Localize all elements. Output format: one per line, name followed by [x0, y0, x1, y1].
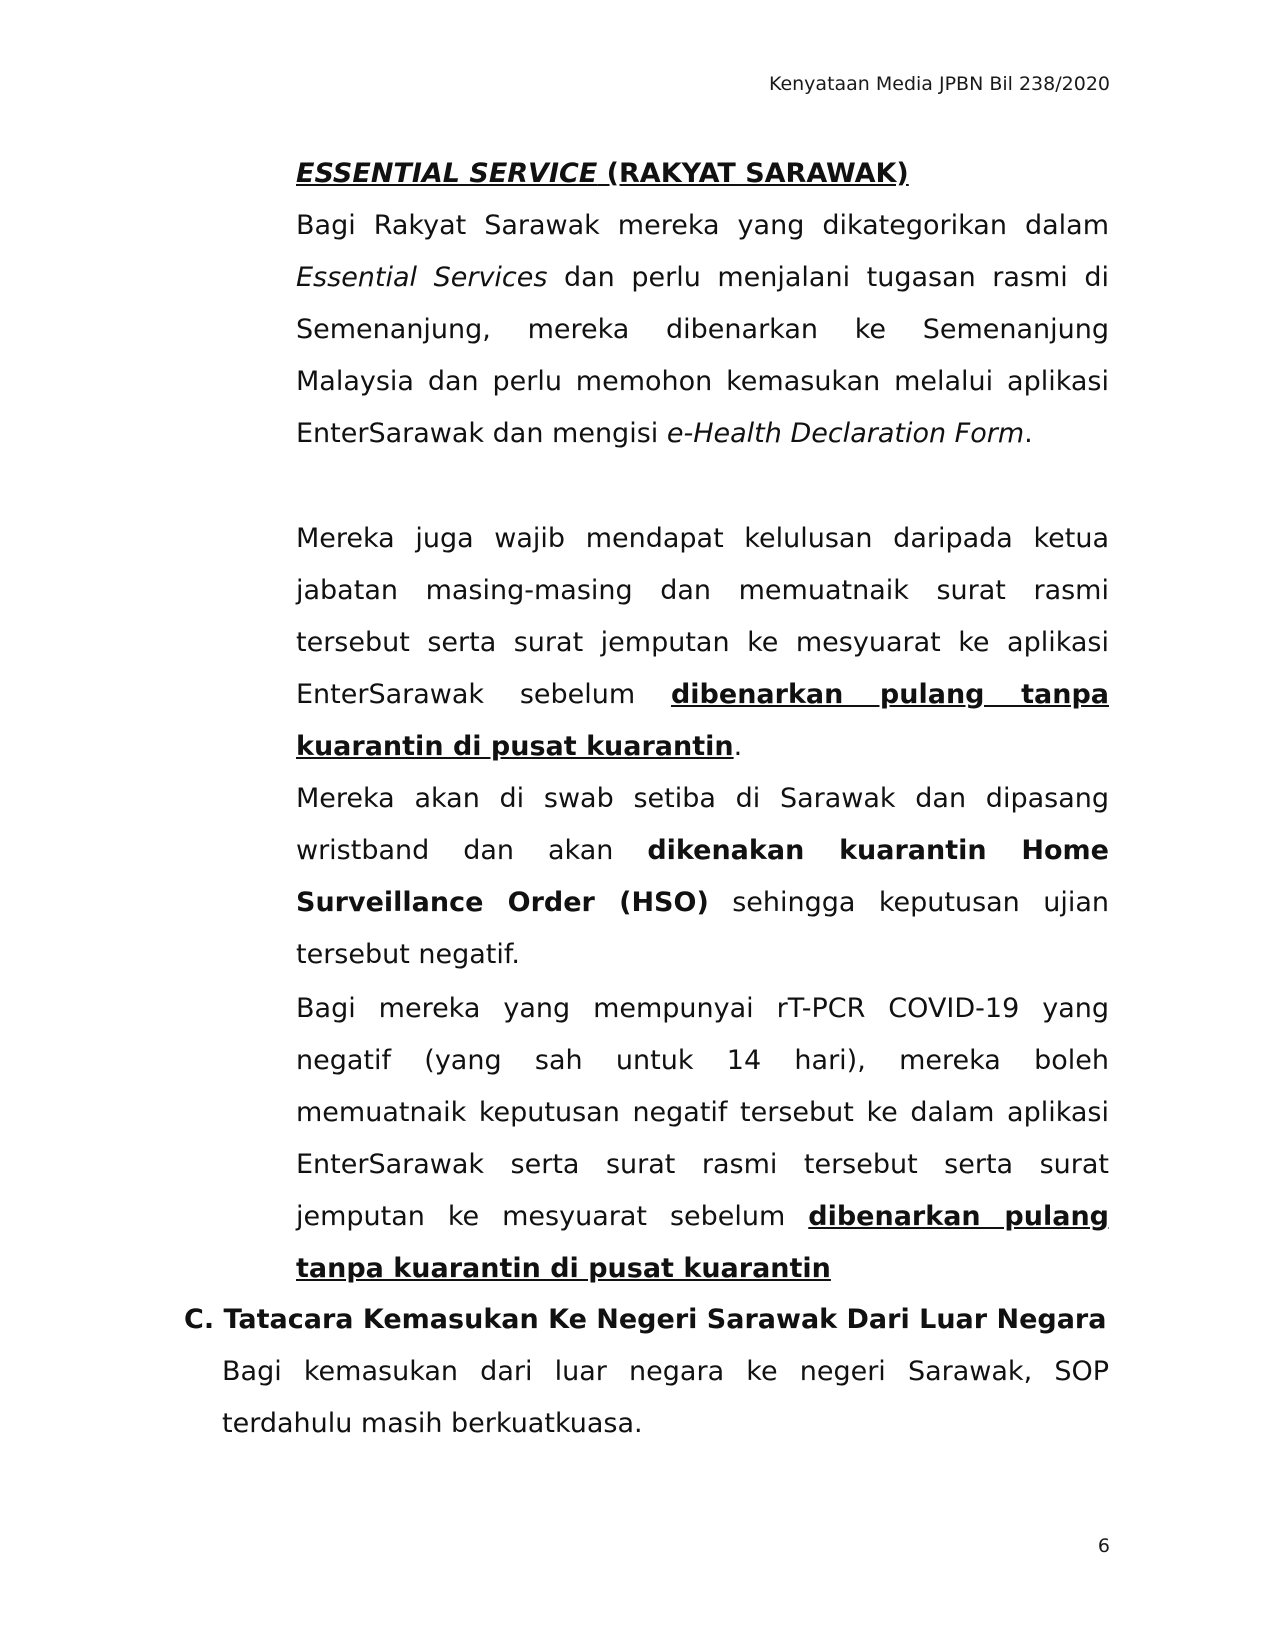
document-reference: Kenyataan Media JPBN Bil 238/2020 [768, 73, 1110, 95]
heading-rest-part: (RAKYAT SARAWAK) [597, 158, 909, 189]
p1-text-3: . [1024, 418, 1033, 449]
p2-bold-underline: dibenarkan pulang tanpa kuarantin di pusat kuarantin [296, 679, 1109, 762]
p1-text-1: Bagi Rakyat Sarawak mereka yang dikategorikan dalam [296, 210, 1109, 241]
p3-text-2: sehingga keputusan ujian tersebut negatif. [296, 887, 1109, 970]
p1-italic-ehealth-form: e-Health Declaration Form [666, 418, 1025, 449]
section-c-title: C. Tatacara Kemasukan Ke Negeri Sarawak Dari Luar Negara [184, 1304, 1107, 1335]
p1-italic-essential-services: Essential Services [296, 262, 548, 293]
p4-bold-underline: dibenarkan pulang tanpa kuarantin di pusat kuarantin [296, 1201, 1109, 1284]
paragraph-swab-hso [296, 773, 1109, 981]
p2-text-1: Mereka juga wajib mendapat kelulusan daripada ketua jabatan masing-masing dan memuatnaik surat rasmi tersebut serta surat jemputan ke mesyuarat ke aplikasi EnterSarawak sebelum [296, 523, 1109, 710]
paragraph-essential-services [296, 200, 1109, 460]
p2-text-2: . [733, 731, 743, 762]
section-c-body: Bagi kemasukan dari luar negara ke negeri Sarawak, SOP terdahulu masih berkuatkuasa. [222, 1356, 1109, 1439]
p3-bold-hso: dikenakan kuarantin Home Surveillance Order (HSO) [296, 835, 1109, 918]
p1-text-2: dan perlu menjalani tugasan rasmi di Semenanjung, mereka dibenarkan ke Semenanjung Malaysia dan perlu memohon kemasukan melalui aplikasi EnterSarawak dan mengisi [296, 262, 1109, 449]
heading-italic-part: ESSENTIAL SERVICE [296, 158, 598, 189]
p3-text-1: Mereka akan di swab setiba di Sarawak dan dipasang wristband dan akan [296, 783, 1109, 866]
page-number: 6 [1097, 1535, 1110, 1557]
paragraph-rtpcr [296, 983, 1109, 1295]
essential-service-heading [296, 148, 909, 200]
p4-text-1: Bagi mereka yang mempunyai rT-PCR COVID-19 yang negatif (yang sah untuk 14 hari), mereka boleh memuatnaik keputusan negatif tersebut ke dalam aplikasi EnterSarawak serta surat rasmi tersebut serta surat jemputan ke mesyuarat sebelum [296, 993, 1109, 1232]
paragraph-approval [296, 513, 1109, 773]
